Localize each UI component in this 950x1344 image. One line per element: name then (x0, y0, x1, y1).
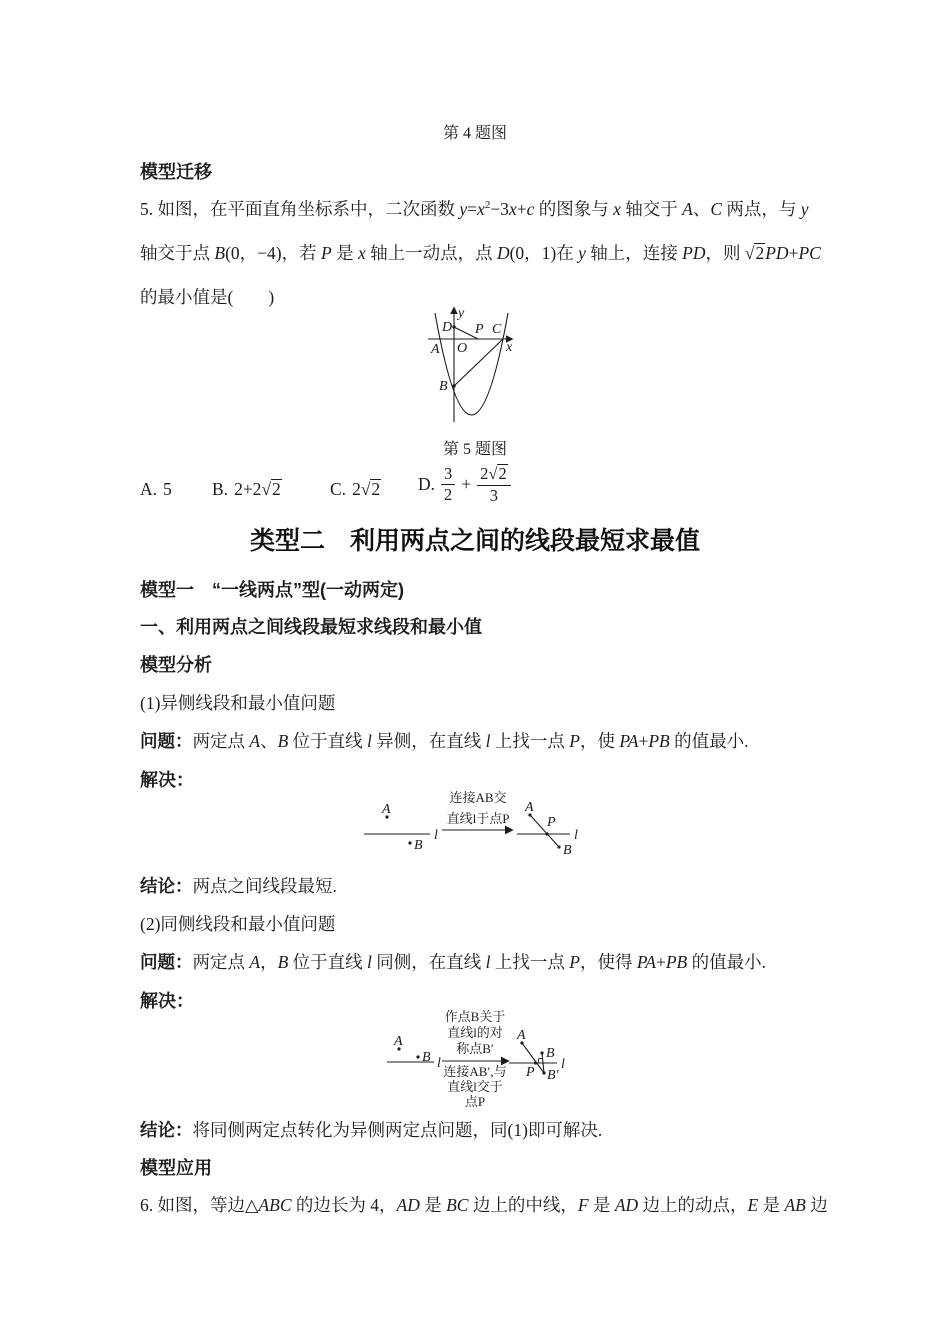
line-l-right-label: l (561, 1057, 565, 1072)
figure4-caption: 第 4 题图 (442, 125, 507, 142)
point-Bprime-dot (542, 1071, 545, 1074)
heading-section1: 一、利用两点之间线段最短求线段和最小值 (140, 617, 482, 637)
figure5-parabola-graph (413, 300, 553, 433)
point-D-label: D (442, 320, 453, 335)
point-P-dot (545, 832, 548, 835)
point-B-right-label: B (563, 843, 572, 858)
point-B-right-dot (557, 845, 560, 848)
choice-D-plus: + (461, 474, 472, 495)
conclusion1-paragraph (140, 873, 337, 898)
analysis-item2: (2)同侧线段和最小值问题 (140, 914, 336, 934)
point-A-right-label: A (525, 800, 534, 815)
point-P-label: P (547, 815, 556, 830)
arrow-top-line1: 作点B关于 (444, 1009, 506, 1024)
line-l-left-label: l (437, 1056, 441, 1071)
question1-paragraph (140, 728, 749, 753)
problem5-line3: 的最小值是( ) (140, 287, 275, 307)
choice-B-label: B. (212, 479, 229, 499)
choice-C-value: 2√2 (352, 479, 381, 499)
line-l-right-label: l (574, 828, 578, 843)
problem5-line1: 5. 如图，在平面直角坐标系中，二次函数 $y=x^2-3x+c$ 的图象与 x 轴交于 A、C 两点，与 y (140, 199, 809, 219)
choice-D-label: D. (418, 474, 436, 495)
point-B-dot (408, 841, 411, 844)
question1-label: 问题： (140, 731, 193, 751)
conclusion1-label: 结论： (140, 876, 193, 896)
figure5-caption: 第 5 题图 (442, 441, 507, 458)
point-P-label: P (475, 322, 484, 337)
line-l-left-label: l (434, 828, 438, 843)
point-B-label: B (422, 1050, 431, 1065)
point-B-right-label: B (546, 1046, 555, 1061)
question1-text: 两定点 A、B 位于直线 l 异侧，在直线 l 上找一点 P，使 PA+PB 的值最小. (192, 731, 749, 751)
type2-section-title: 类型二 利用两点之间的线段最短求最值 (249, 527, 700, 555)
diagram2-same-side (380, 1002, 585, 1114)
arrow-annotation-line2: 直线l于点P (446, 811, 510, 826)
analysis-item1: (1)异侧线段和最小值问题 (140, 693, 336, 713)
heading-model-analysis: 模型分析 (140, 655, 212, 675)
choice-D-fraction-2: $\frac{2√2}{3}$ (477, 464, 511, 506)
point-B-right-dot (540, 1051, 543, 1054)
question2-paragraph (140, 949, 766, 974)
point-A-right-label: A (517, 1028, 526, 1043)
heading-model-application: 模型应用 (140, 1158, 212, 1178)
problem6-line1: 6. 如图，等边△ABC 的边长为 4，AD 是 BC 边上的中线，F 是 AD 边上的动点，E 是 AB 边 (140, 1195, 828, 1215)
problem5-line2: 轴交于点 B(0，−4)，若 P 是 x 轴上一动点，点 D(0，1)在 y 轴上，连接 PD，则 √2PD+PC (140, 243, 821, 263)
point-Bprime-label: B′ (547, 1068, 559, 1083)
question2-text: 两定点 A，B 位于直线 l 同侧，在直线 l 上找一点 P，使得 PA+PB 的值最小. (192, 952, 766, 972)
question2-label: 问题： (140, 952, 193, 972)
point-B-dot (452, 384, 455, 387)
conclusion2-text: 将同侧两定点转化为异侧两定点问题，同(1)即可解决. (192, 1120, 603, 1140)
arrow-annotation-line1: 连接AB交 (449, 790, 507, 805)
point-D-dot (452, 325, 455, 328)
choice-C (330, 479, 381, 500)
point-A-label: A (431, 342, 440, 357)
point-P-label: P (526, 1065, 535, 1080)
heading-model-transfer: 模型迁移 (140, 162, 212, 182)
choice-C-label: C. (330, 479, 347, 499)
choice-A-label: A. (140, 479, 158, 499)
origin-label: O (457, 341, 468, 356)
point-A-label: A (382, 802, 391, 817)
solve1-label: 解决： (140, 770, 194, 790)
arrow-top-line3: 称点B′ (456, 1041, 494, 1056)
point-B-label: B (414, 838, 423, 853)
point-C-label: C (492, 322, 502, 337)
choice-A (140, 479, 172, 500)
point-B-dot (416, 1055, 419, 1058)
arrow-bottom-line3: 点P (464, 1094, 486, 1109)
conclusion2-label: 结论： (140, 1120, 193, 1140)
arrow-bottom-line1: 连接AB′,与 (443, 1064, 507, 1079)
conclusion1-text: 两点之间线段最短. (192, 876, 337, 896)
choice-B-value: 2+2√2 (234, 479, 281, 499)
arrow-top-line2: 直线l的对 (447, 1025, 503, 1040)
choice-A-value: 5 (163, 479, 172, 499)
solve2-label: 解决： (140, 991, 194, 1011)
diagram1-opposite-sides (360, 786, 590, 864)
x-axis-label: x (506, 340, 513, 355)
conclusion2-paragraph (140, 1117, 602, 1142)
point-A-label: A (394, 1034, 403, 1049)
arrow-bottom-line2: 直线l交于 (447, 1079, 503, 1094)
heading-model1: 模型一 “一线两点”型(一动两定) (140, 580, 404, 600)
point-B-label: B (439, 379, 448, 394)
choice-D (418, 464, 511, 506)
choice-D-fraction-1: $\frac{3}{2}$ (441, 465, 455, 506)
y-axis-label: y (458, 306, 465, 321)
choice-B (212, 479, 282, 500)
